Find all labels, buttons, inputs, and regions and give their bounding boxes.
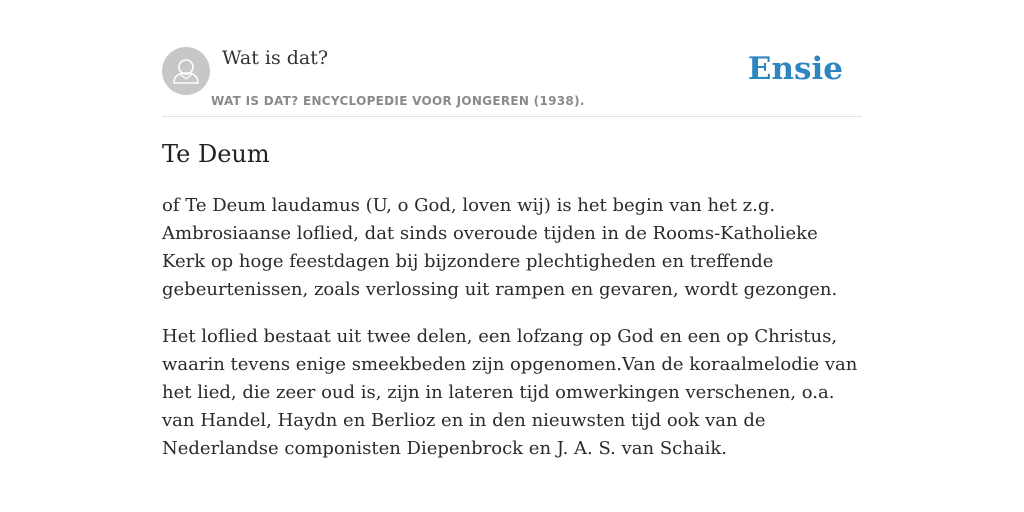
source-header — [162, 0, 862, 117]
article-paragraph: Het loflied bestaat uit twee delen, een lofzang op God en een op Christus, waarin tevens enige smeekbeden zijn opgenomen.Van de koraalmelodie van het lied, die zeer oud is, zijn in lateren tijd omwerkingen verschenen, o.a. van Handel, Haydn en Berlioz en in den nieuwsten tijd ook van de Nederlandse componisten Diepenbrock en J. A. S. van Schaik. — [162, 326, 858, 459]
article-body — [162, 192, 862, 482]
brand-logo[interactable]: Ensie — [747, 51, 843, 87]
article-card — [162, 0, 862, 459]
avatar[interactable] — [162, 47, 210, 95]
source-subtitle: WAT IS DAT? ENCYCLOPEDIE VOOR JONGEREN (1938). — [211, 94, 585, 108]
article-title: Te Deum — [162, 140, 270, 168]
user-outline-icon — [162, 47, 210, 95]
source-name[interactable]: Wat is dat? — [222, 47, 329, 69]
article-paragraph: of Te Deum laudamus (U, o God, loven wij) is het begin van het z.g. Ambrosiaanse loflied, dat sinds overoude tijden in de Rooms-Katholieke Kerk op hoge feestdagen bij bijzondere plechtigheden en treffende gebeurtenissen, zoals verlossing uit rampen en gevaren, wordt gezongen. — [162, 195, 838, 300]
